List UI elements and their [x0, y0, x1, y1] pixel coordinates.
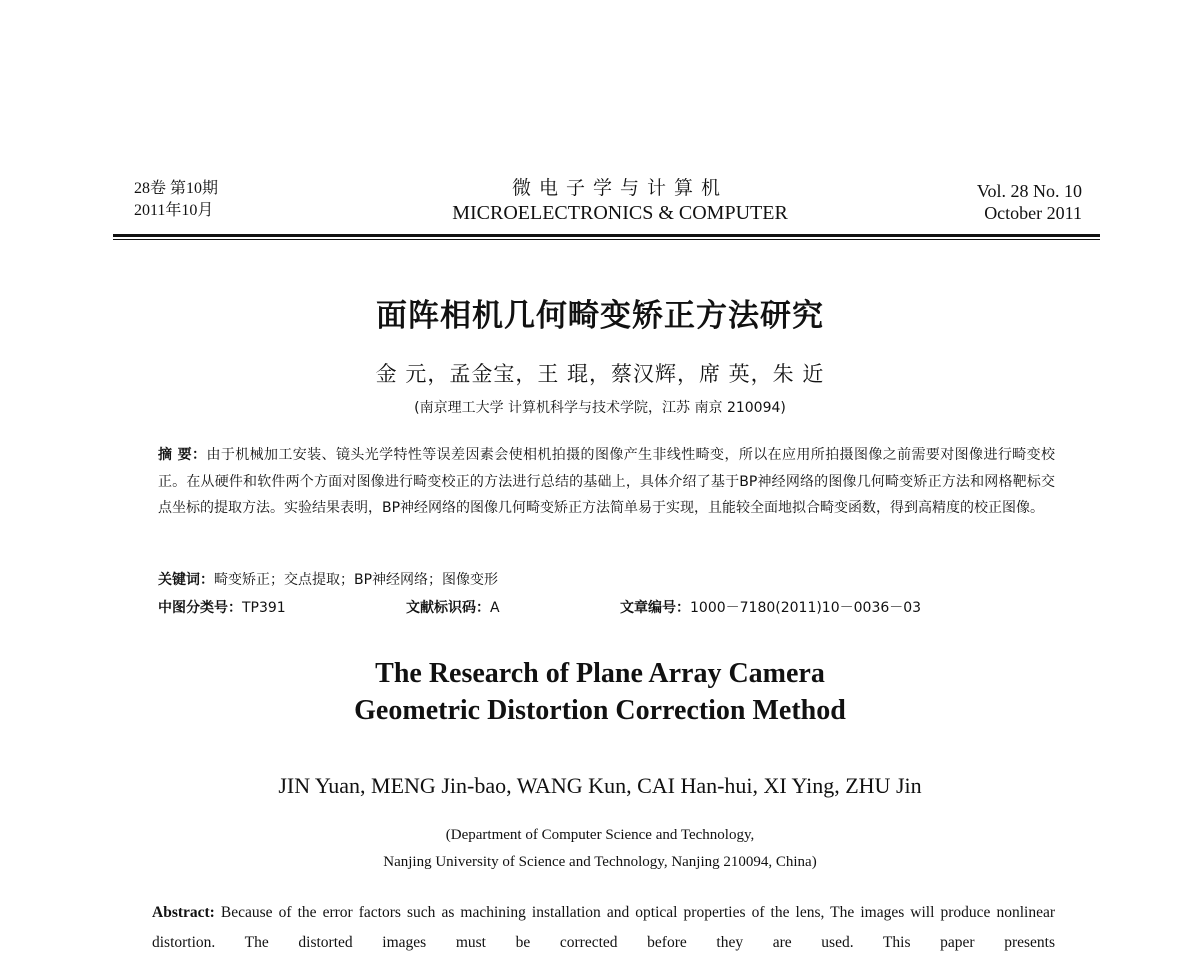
affiliation-en	[0, 822, 1200, 876]
journal-name-en: MICROELECTRONICS & COMPUTER	[452, 202, 788, 224]
header-issue-info	[134, 178, 218, 222]
affiliation-zh: (南京理工大学 计算机科学与技术学院，江苏 南京 210094)	[414, 400, 786, 416]
header-date-zh: 2011年10月	[134, 202, 214, 219]
paper-title-en-line2: Geometric Distortion Correction Method	[354, 695, 846, 726]
authors-en: JIN Yuan, MENG Jin-bao, WANG Kun, CAI Han-hui, XI Ying, ZHU Jin	[278, 773, 922, 798]
paper-title-en-line1: The Research of Plane Array Camera	[375, 658, 825, 689]
authors-zh: 金 元，孟金宝，王 琨，蔡汉辉，席 英，朱 近	[375, 362, 825, 386]
header-journal	[380, 176, 860, 226]
abstract-en	[152, 898, 1055, 958]
clc-code: 中图分类号：TP391	[158, 600, 286, 616]
header-rule-thick	[113, 234, 1100, 237]
header-vol-no: Vol. 28 No. 10	[976, 181, 1082, 201]
affiliation-en-line2: Nanjing University of Science and Technology, Nanjing 210094, China)	[383, 854, 817, 870]
keywords-zh-text: 畸变矫正；交点提取；BP神经网络；图像变形	[214, 572, 499, 588]
paper-title-zh: 面阵相机几何畸变矫正方法研究	[376, 298, 824, 334]
article-number: 文章编号：1000－7180(2011)10－0036－03	[620, 600, 922, 616]
abstract-zh-label: 摘 要：	[158, 447, 207, 463]
abstract-en-text: Because of the error factors such as machining installation and optical properties of the lens, The images will produce nonlinear distortion. The distorted images must be corrected before they are used. This paper presents	[152, 904, 1055, 951]
abstract-zh	[158, 442, 1055, 522]
header-volume-info	[977, 180, 1082, 224]
header-volume-issue: 28卷 第10期	[134, 180, 219, 197]
keywords-zh	[158, 569, 498, 589]
paper-title-en	[0, 655, 1200, 729]
header-date-en: October 2011	[984, 203, 1082, 223]
abstract-en-label: Abstract:	[152, 904, 215, 921]
header-rule-thin	[113, 239, 1100, 240]
document-code: 文献标识码：A	[406, 600, 500, 616]
keywords-zh-label: 关键词：	[158, 572, 214, 588]
abstract-zh-text: 由于机械加工安装、镜头光学特性等误差因素会使相机拍摄的图像产生非线性畸变，所以在应用所拍摄图像之前需要对图像进行畸变校正。在从硬件和软件两个方面对图像进行畸变校正的方法进行总结的基础上，具体介绍了基于BP神经网络的图像几何畸变矫正方法和网格靶标交点坐标的提取方法。实验结果表明，BP神经网络的图像几何畸变矫正方法简单易于实现，且能较全面地拟合畸变函数，得到高精度的校正图像。	[158, 447, 1056, 516]
classification-row	[158, 597, 1055, 617]
journal-name-zh: 微电子学与计算机	[511, 177, 728, 199]
affiliation-en-line1: (Department of Computer Science and Technology,	[445, 827, 755, 843]
